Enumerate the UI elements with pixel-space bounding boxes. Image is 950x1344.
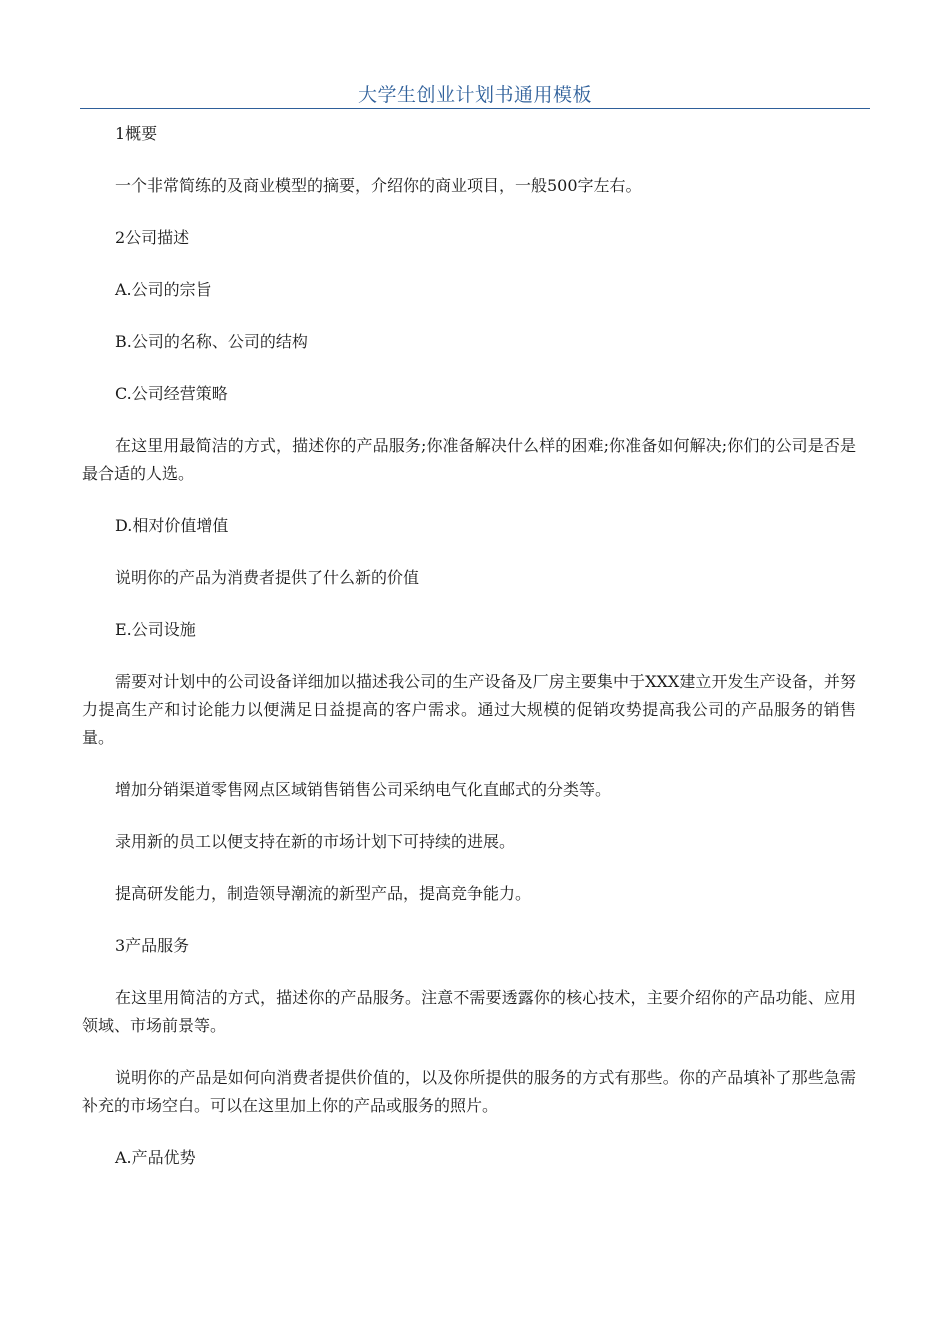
subheading-value-added: D.相对价值增值 — [115, 516, 229, 535]
subheading-purpose: A.公司的宗旨 — [115, 280, 212, 299]
subheading-strategy: C.公司经营策略 — [115, 384, 228, 403]
paragraph-facilities: 需要对计划中的公司设备详细加以描述我公司的生产设备及厂房主要集中于XXX建立开发生产设备，并努力提高生产和讨论能力以便满足日益提高的客户需求。通过大规模的促销攻势提高我公司的产品服务的销售量。 — [82, 672, 856, 747]
header-divider — [80, 108, 870, 109]
document-header-title: 大学生创业计划书通用模板 — [357, 84, 592, 106]
subheading-name-structure: B.公司的名称、公司的结构 — [115, 332, 308, 351]
document-body — [82, 120, 856, 1196]
paragraph-value-added: 说明你的产品为消费者提供了什么新的价值 — [115, 568, 420, 587]
paragraph-hiring: 录用新的员工以便支持在新的市场计划下可持续的进展。 — [115, 832, 516, 851]
paragraph-products-description: 在这里用简洁的方式，描述你的产品服务。注意不需要透露你的核心技术，主要介绍你的产品功能、应用领域、市场前景等。 — [82, 988, 856, 1035]
paragraph-products-value: 说明你的产品是如何向消费者提供价值的，以及你所提供的服务的方式有那些。你的产品填补了那些急需补充的市场空白。可以在这里加上你的产品或服务的照片。 — [82, 1068, 856, 1115]
paragraph-strategy: 在这里用最简洁的方式，描述你的产品服务;你准备解决什么样的困难;你准备如何解决;你们的公司是否是最合适的人选。 — [82, 436, 856, 483]
paragraph-rnd: 提高研发能力，制造领导潮流的新型产品，提高竞争能力。 — [115, 884, 532, 903]
paragraph-distribution: 增加分销渠道零售网点区域销售销售公司采纳电气化直邮式的分类等。 — [115, 780, 612, 799]
section-heading-company: 2公司描述 — [115, 228, 190, 247]
section-heading-overview: 1概要 — [115, 124, 158, 143]
paragraph-overview: 一个非常简练的及商业模型的摘要，介绍你的商业项目，一般500字左右。 — [115, 176, 642, 195]
subheading-product-advantages: A.产品优势 — [115, 1148, 196, 1167]
section-heading-products: 3产品服务 — [115, 936, 190, 955]
subheading-facilities: E.公司设施 — [115, 620, 196, 639]
